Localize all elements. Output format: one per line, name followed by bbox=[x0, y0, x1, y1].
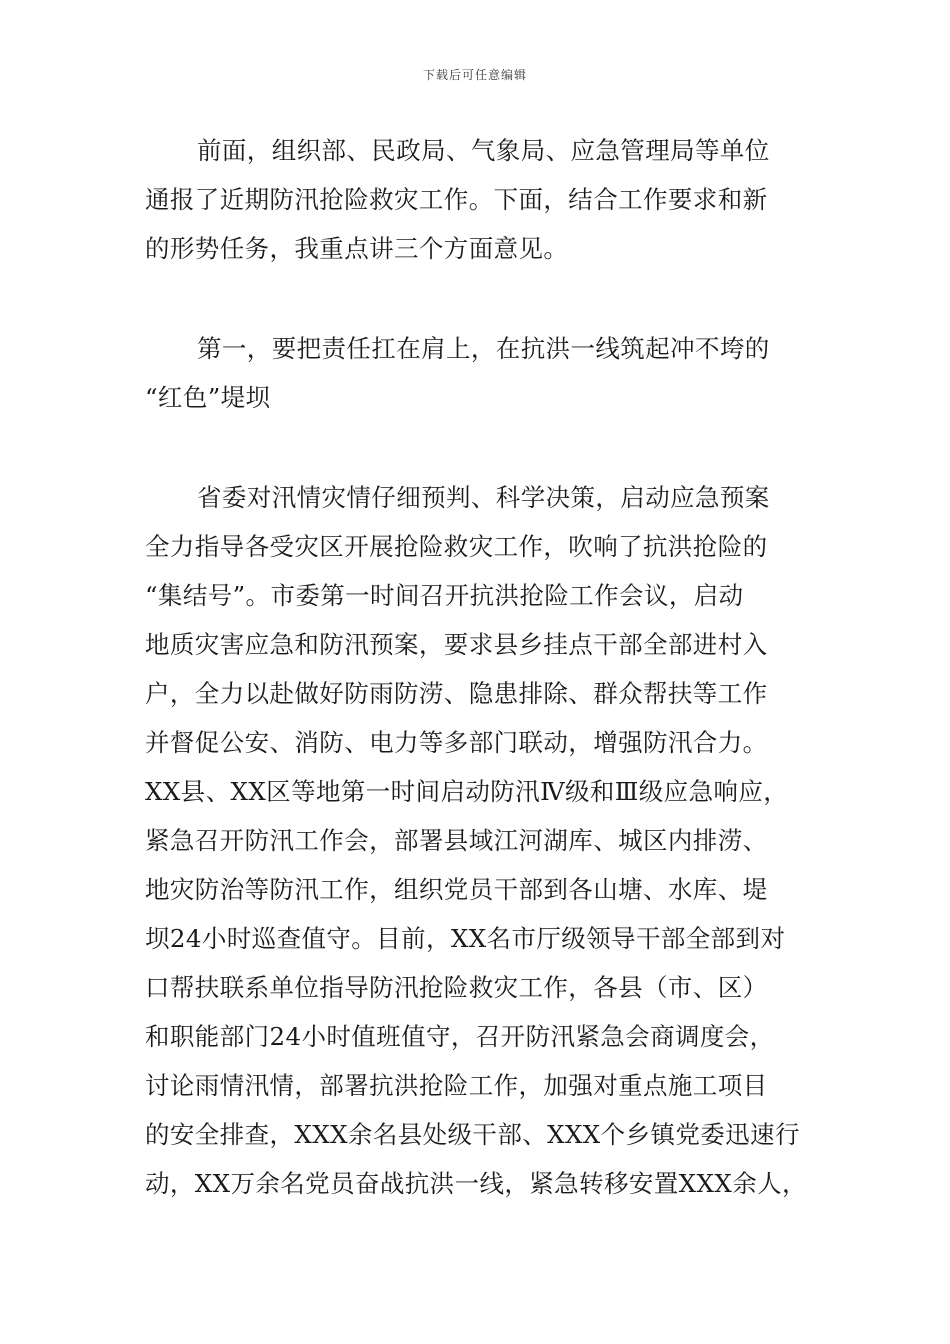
text-line: 全力指导各受灾区开展抢险救灾工作，吹响了抗洪抢险的 bbox=[145, 532, 768, 561]
paragraph-intro bbox=[145, 126, 825, 273]
text-line: 地质灾害应急和防汛预案，要求县乡挂点干部全部进村入 bbox=[145, 630, 768, 659]
text-line: 第一，要把责任扛在肩上，在抗洪一线筑起冲不垮的 bbox=[197, 334, 770, 363]
text-line: 前面，组织部、民政局、气象局、应急管理局等单位 bbox=[197, 136, 770, 165]
section-heading-first bbox=[145, 324, 825, 422]
text-line: 坝24小时巡查值守。目前，XX名市厅级领导干部全部到对 bbox=[145, 924, 786, 953]
paragraph-body bbox=[145, 473, 825, 1208]
text-line: 的安全排查，XXX余名县处级干部、XXX个乡镇党委迅速行 bbox=[145, 1120, 800, 1149]
text-line: 和职能部门24小时值班值守，召开防汛紧急会商调度会， bbox=[145, 1022, 775, 1051]
text-line: 紧急召开防汛工作会，部署县域江河湖库、城区内排涝、 bbox=[145, 826, 768, 855]
text-line: 省委对汛情灾情仔细预判、科学决策，启动应急预案 bbox=[197, 483, 770, 512]
text-line: XX县、XX区等地第一时间启动防汛Ⅳ级和Ⅲ级应急响应， bbox=[145, 777, 789, 806]
text-line: 地灾防治等防汛工作，组织党员干部到各山塘、水库、堤 bbox=[145, 875, 768, 904]
text-line: 动，XX万余名党员奋战抗洪一线，紧急转移安置XXX余人， bbox=[145, 1169, 807, 1198]
text-line: 的形势任务，我重点讲三个方面意见。 bbox=[145, 234, 569, 263]
text-line: 并督促公安、消防、电力等多部门联动，增强防汛合力。 bbox=[145, 728, 768, 757]
header-note: 下载后可任意编辑 bbox=[422, 68, 527, 82]
text-line: 户，全力以赴做好防雨防涝、隐患排除、群众帮扶等工作 bbox=[145, 679, 768, 708]
text-line: “集结号”。市委第一时间召开抗洪抢险工作会议，启动 bbox=[145, 581, 744, 610]
text-line: 口帮扶联系单位指导防汛抢险救灾工作，各县（市、区） bbox=[145, 973, 768, 1002]
text-line: “红色”堤坝 bbox=[145, 383, 271, 412]
text-line: 通报了近期防汛抢险救灾工作。下面，结合工作要求和新 bbox=[145, 185, 768, 214]
text-line: 讨论雨情汛情，部署抗洪抢险工作，加强对重点施工项目 bbox=[145, 1071, 768, 1100]
